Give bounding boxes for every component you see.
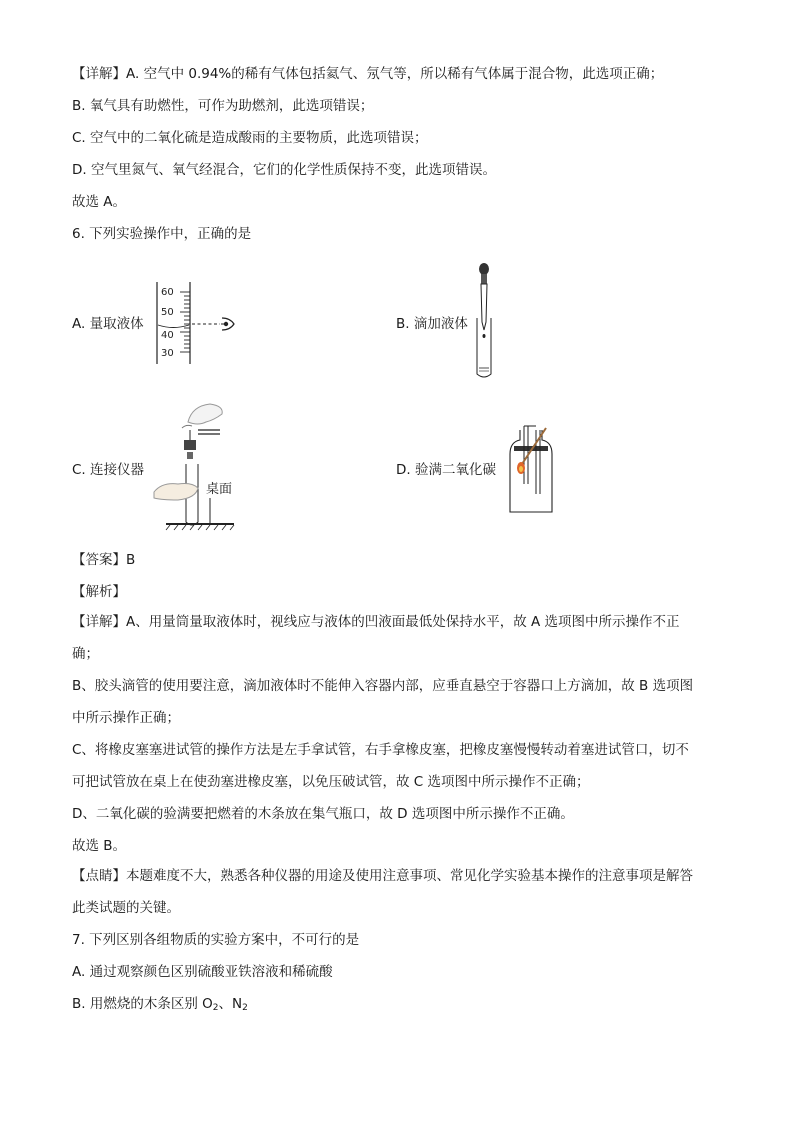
detail-line: D、二氧化碳的验满要把燃着的木条放在集气瓶口，故 D 选项图中所示操作不正确。 xyxy=(72,806,574,822)
question-7-option-a: A. 通过观察颜色区别硫酸亚铁溶液和稀硫酸 xyxy=(72,964,333,980)
option-a-label: A. 量取液体 xyxy=(72,316,144,332)
comment-line: 【点睛】本题难度不大，熟悉各种仪器的用途及使用注意事项、常见化学实验基本操作的注意事项是解答 xyxy=(72,868,693,884)
tick-label: 50 xyxy=(161,307,174,318)
tick-label: 30 xyxy=(161,348,174,359)
graduated-cylinder-figure xyxy=(152,278,242,368)
detail-line: 【详解】A、用量筒量取液体时，视线应与液体的凹液面最低处保持水平，故 A 选项图中所示操作不正 xyxy=(72,614,680,630)
detail-line: B、胶头滴管的使用要注意，滴加液体时不能伸入容器内部，应垂直悬空于容器口上方滴加，故 B 选项图 xyxy=(72,678,694,694)
detail-line: 故选 B。 xyxy=(72,838,127,854)
option-c-label: C. 连接仪器 xyxy=(72,462,145,478)
detail-line: 中所示操作正确； xyxy=(72,710,180,726)
comment-line: 此类试题的关键。 xyxy=(72,900,180,916)
gas-collection-bottle-figure xyxy=(506,424,558,516)
detail-line: 确； xyxy=(72,646,99,662)
prev-explanation-line-4: D. 空气里氮气、氧气经混合，它们的化学性质保持不变，此选项错误。 xyxy=(72,162,496,178)
answer-line: 【答案】B xyxy=(72,552,136,568)
connect-instrument-figure xyxy=(148,400,244,532)
question-6-stem: 6. 下列实验操作中，正确的是 xyxy=(72,226,252,242)
prev-explanation-line-2: B. 氧气具有助燃性，可作为助燃剂，此选项错误； xyxy=(72,98,374,114)
detail-line: C、将橡皮塞塞进试管的操作方法是左手拿试管，右手拿橡皮塞，把橡皮塞慢慢转动着塞进试管口，切不 xyxy=(72,742,689,758)
question-7-stem: 7. 下列区别各组物质的实验方案中，不可行的是 xyxy=(72,932,360,948)
option-d-label: D. 验满二氧化碳 xyxy=(396,462,496,478)
dropper-test-tube-figure xyxy=(470,260,500,382)
question-7-option-b: B. 用燃烧的木条区别 $O_2$、$N_2$ xyxy=(72,996,248,1013)
prev-explanation-line-3: C. 空气中的二氧化硫是造成酸雨的主要物质，此选项错误； xyxy=(72,130,428,146)
eye-icon xyxy=(221,318,234,330)
analysis-heading: 【解析】 xyxy=(72,584,126,600)
prev-explanation-line-1: 【详解】A. 空气中 0.94%的稀有气体包括氦气、氖气等，所以稀有气体属于混合物，此选项正确； xyxy=(72,66,664,82)
tick-label: 60 xyxy=(161,287,174,298)
tick-label: 40 xyxy=(161,330,174,341)
prev-answer-line: 故选 A。 xyxy=(72,194,127,210)
table-surface-label: 桌面 xyxy=(206,482,233,497)
detail-line: 可把试管放在桌上在使劲塞进橡皮塞，以免压破试管，故 C 选项图中所示操作不正确； xyxy=(72,774,590,790)
option-b-label: B. 滴加液体 xyxy=(396,316,468,332)
